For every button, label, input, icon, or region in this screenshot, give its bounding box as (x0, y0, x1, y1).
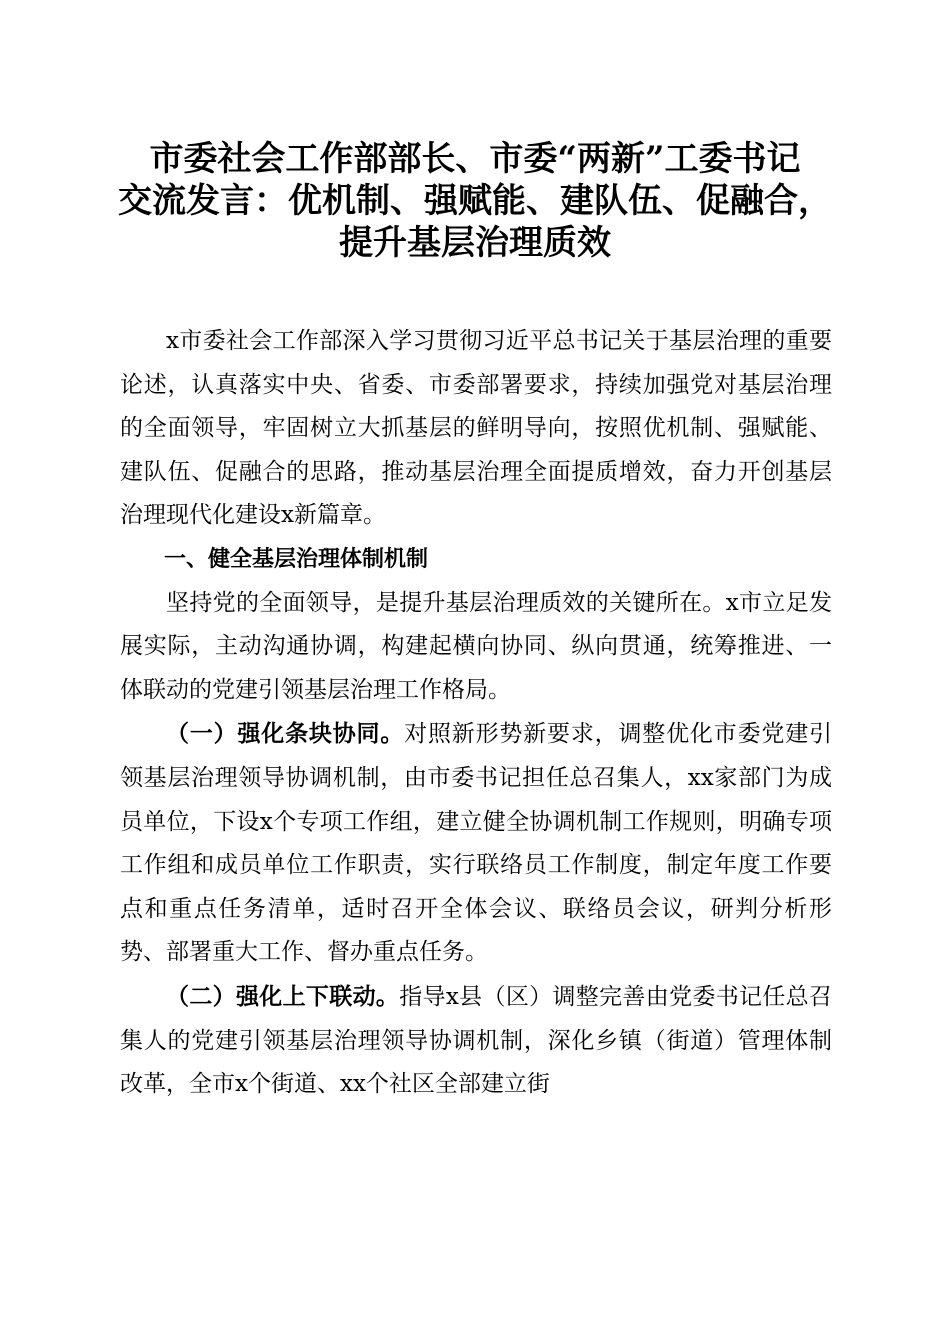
intro-paragraph: x市委社会工作部深入学习贯彻习近平总书记关于基层治理的重要论述，认真落实中央、省委、市委部署要求，持续加强党对基层治理的全面领导，牢固树立大抓基层的鲜明导向，按照优机制、强赋能、建队伍、促融合的思路，推动基层治理全面提质增效，奋力开创基层治理现代化建设x新篇章。 (120, 328, 832, 529)
section-1-heading: 一、健全基层治理体制机制 (164, 546, 429, 572)
document-body (120, 320, 832, 1107)
section-1-item-1 (120, 712, 832, 975)
title-line-2: 交流发言：优机制、强赋能、建队伍、促融合， (118, 181, 832, 221)
title-line-1: 市委社会工作部部长、市委“两新”工委书记 (149, 139, 801, 179)
section-1-item-2 (120, 975, 832, 1107)
section-1-lead-paragraph: 坚持党的全面领导，是提升基层治理质效的关键所在。x市立足发展实际，主动沟通协调，构建起横向协同、纵向贯通，统筹推进、一体联动的党建引领基层治理工作格局。 (120, 589, 832, 703)
item-1-text: 对照新形势新要求，调整优化市委党建引领基层治理领导协调机制，由市委书记担任总召集人，xx家部门为成员单位，下设x个专项工作组，建立健全协调机制工作规则，明确专项工作组和成员单位工作职责，实行联络员工作制度，制定年度工作要点和重点任务清单，适时召开全体会议、联络员会议，研判分析形势、部署重大工作、督办重点任务。 (120, 721, 833, 966)
title-line-3: 提升基层治理质效 (339, 223, 611, 263)
document-title (100, 138, 850, 264)
item-1-label: （一）强化条块协同。 (166, 720, 405, 748)
item-2-label: （二）强化上下联动。 (166, 982, 400, 1010)
item-2-text: 指导x县（区）调整完善由党委书记任总召集人的党建引领基层治理领导协调机制，深化乡镇（街道）管理体制改革，全市x个街道、xx个社区全部建立街 (120, 983, 833, 1098)
